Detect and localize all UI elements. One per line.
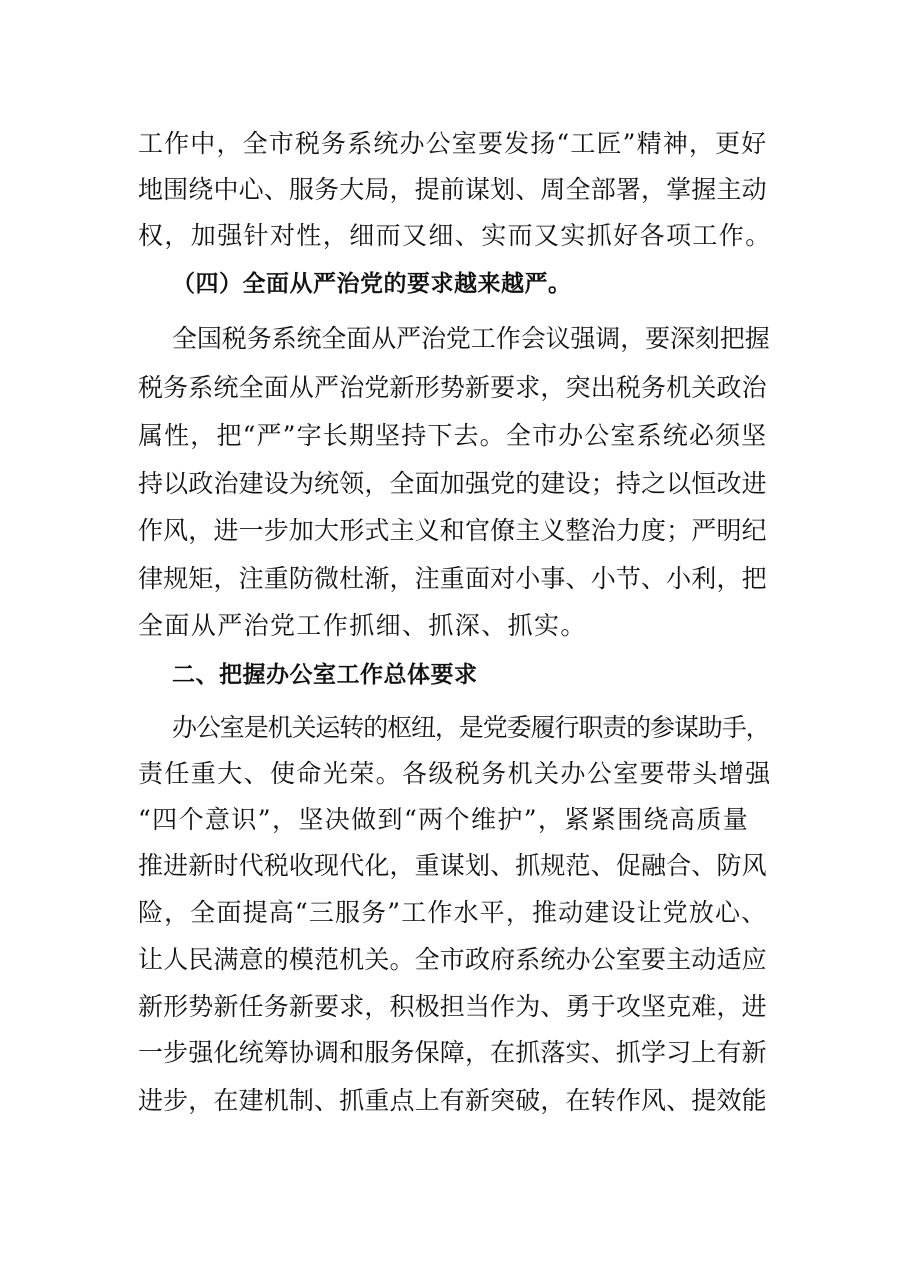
paragraph-line: 一步强化统筹协调和服务保障，在抓落实、抓学习上有新 [138,1038,767,1067]
paragraph-line: 地围绕中心、服务大局，提前谋划、周全部署，掌握主动 [138,175,767,204]
paragraph-line: 责任重大、使命光荣。各级税务机关办公室要带头增强 [138,759,772,788]
section-heading: 二、把握办公室工作总体要求 [172,662,478,688]
paragraph-line: 全面从严治党工作抓细、抓深、抓实。 [138,611,587,640]
section-heading: （四）全面从严治党的要求越来越严。 [172,271,572,297]
paragraph-line: 全国税务系统全面从严治党工作会议强调，要深刻把握 [172,324,770,353]
paragraph-line: 属性，把“严”字长期坚持下去。全市办公室系统必须坚 [138,421,768,450]
paragraph-line: 新形势新任务新要求，积极担当作为、勇于攻坚克难，进 [138,992,767,1021]
paragraph-line: 险，全面提高“三服务”工作水平，推动建设让党放心、 [138,898,768,927]
paragraph-line: 作风，进一步加大形式主义和官僚主义整治力度；严明纪 [138,516,767,545]
paragraph-line: 工作中，全市税务系统办公室要发扬“工匠”精神，更好 [138,129,768,158]
paragraph-line: 推进新时代税收现代化，重谋划、抓规范、促融合、防风 [138,851,767,880]
paragraph-line: 让人民满意的模范机关。全市政府系统办公室要主动适应 [138,945,767,974]
paragraph-line: “四个意识”，坚决做到“两个维护”，紧紧围绕高质量 [138,805,750,834]
paragraph-line: 律规矩，注重防微杜渐，注重面对小事、小节、小利，把 [138,564,767,593]
paragraph-line: 持以政治建设为统领，全面加强党的建设；持之以恒改进 [138,469,767,498]
paragraph-line: 税务系统全面从严治党新形势新要求，突出税务机关政治 [138,373,767,402]
paragraph-line: 办公室是机关运转的枢纽，是党委履行职责的参谋助手， [172,713,770,742]
paragraph-line: 权，加强针对性，细而又细、实而又实抓好各项工作。 [138,221,772,250]
paragraph-line: 进步，在建机制、抓重点上有新突破，在转作风、提效能 [138,1086,767,1115]
